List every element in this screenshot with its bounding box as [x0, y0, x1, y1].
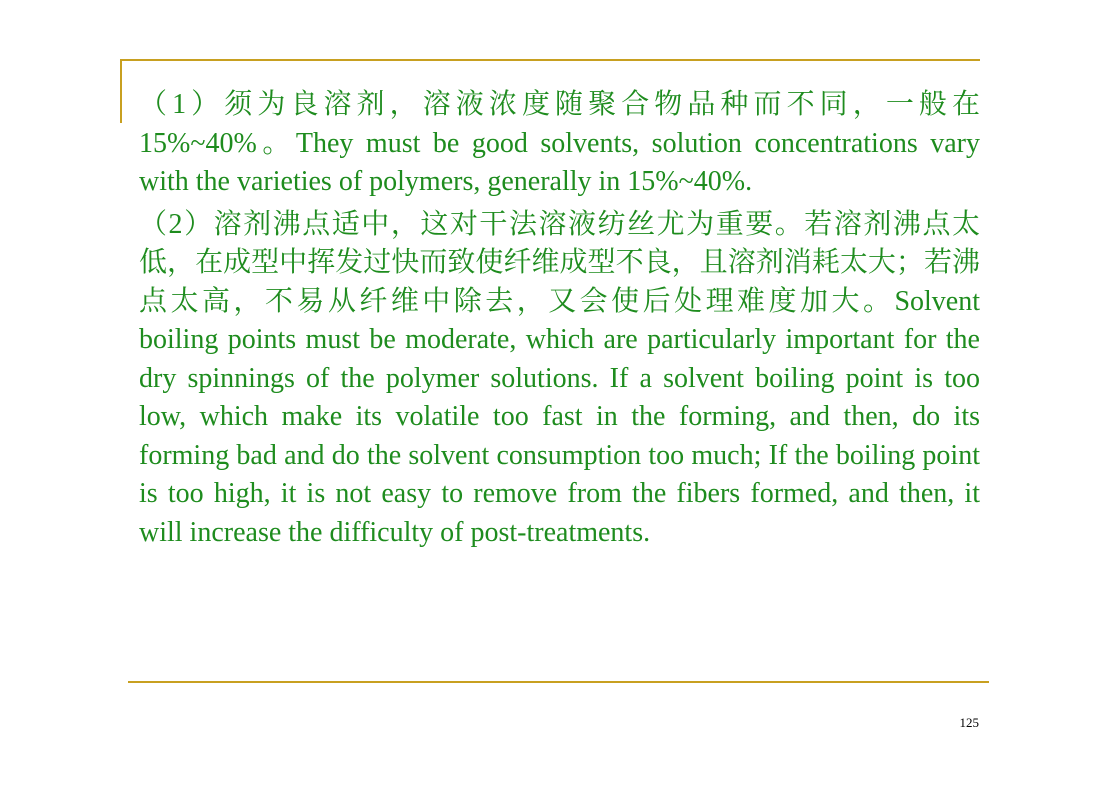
paragraph-2: （2）溶剂沸点适中，这对干法溶液纺丝尤为重要。若溶剂沸点太低，在成型中挥发过快而致使纤维成型不良，且溶剂消耗太大；若沸点太高，不易从纤维中除去，又会使后处理难度加大。Solvent boiling points must be moderate, which are particularly important for the dry spinnings of the polymer solutions. If a solvent boiling point is too low, which make its volatile too fast in the forming, and then, do its forming bad and do the solvent consumption too much; If the boiling point is too high, it is not easy to remove from the fibers formed, and then, it will increase the difficulty of post-treatments. — [139, 208, 980, 548]
slide-body — [139, 86, 980, 552]
top-rule — [120, 59, 980, 61]
left-rule — [120, 59, 122, 123]
bottom-rule — [128, 681, 989, 683]
paragraph-1: （1）须为良溶剂，溶液浓度随聚合物品种而不同，一般在15%~40%。They must be good solvents, solution concentrations vary with the varieties of polymers, generally in 15%~40%. — [139, 89, 980, 197]
page-number: 125 — [959, 715, 979, 730]
